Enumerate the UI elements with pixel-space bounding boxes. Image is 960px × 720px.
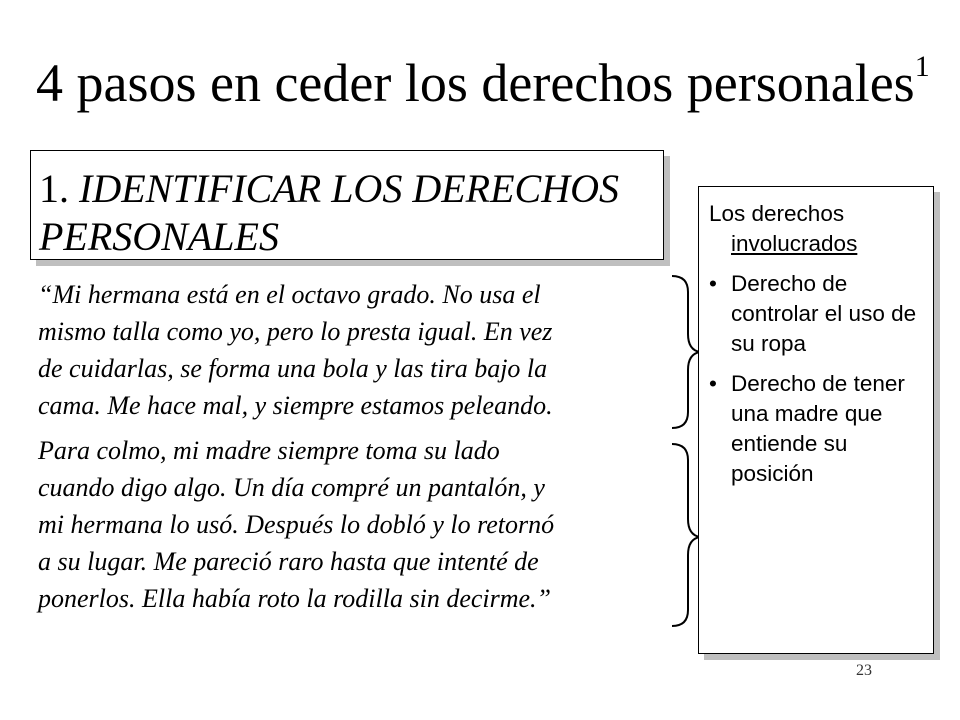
quote-line: cuando digo algo. Un día compré un pantalón, y xyxy=(38,473,545,502)
sidebar-list-item xyxy=(709,369,925,489)
quote-line: mi hermana lo usó. Después lo dobló y lo retornó xyxy=(38,510,555,539)
sidebar-list-item xyxy=(709,269,925,359)
sidebar-intro xyxy=(709,199,925,259)
bullet-icon: • xyxy=(709,271,717,296)
heading-box xyxy=(30,150,664,260)
bullet-icon: • xyxy=(709,371,717,396)
quote-part-2 xyxy=(38,432,698,617)
quote-line: Para colmo, mi madre siempre toma su lado xyxy=(38,436,500,465)
slide-title-text: 4 pasos en ceder los derechos personales xyxy=(36,53,915,113)
quote-line: ponerlos. Ella había roto la rodilla sin decirme.” xyxy=(38,584,552,613)
quote-line: a su lugar. Me pareció raro hasta que intenté de xyxy=(38,547,539,576)
heading-text: IDENTIFICAR LOS DERECHOS PERSONALES xyxy=(39,166,619,259)
quote-line: “Mi hermana está en el octavo grado. No usa el xyxy=(38,280,541,309)
rights-sidebar xyxy=(698,186,934,654)
heading-number: 1. xyxy=(39,166,69,211)
quote-line: mismo talla como yo, pero lo presta igual. En vez xyxy=(38,317,553,346)
quote-line: de cuidarlas, se forma una bola y las tira bajo la xyxy=(38,354,548,383)
sidebar-intro-line1: Los derechos xyxy=(709,201,845,226)
title-superscript: 1 xyxy=(914,50,930,83)
sidebar-intro-line2: involucrados xyxy=(731,231,858,256)
page-number: 23 xyxy=(856,662,872,679)
slide-title xyxy=(36,50,936,113)
quote-line: cama. Me hace mal, y siempre estamos peleando. xyxy=(38,391,553,420)
sidebar-item-text: Derecho de tener una madre que entiende su posición xyxy=(731,371,905,486)
quote-part-1 xyxy=(38,276,698,424)
sidebar-item-text: Derecho de controlar el uso de su ropa xyxy=(731,271,917,356)
